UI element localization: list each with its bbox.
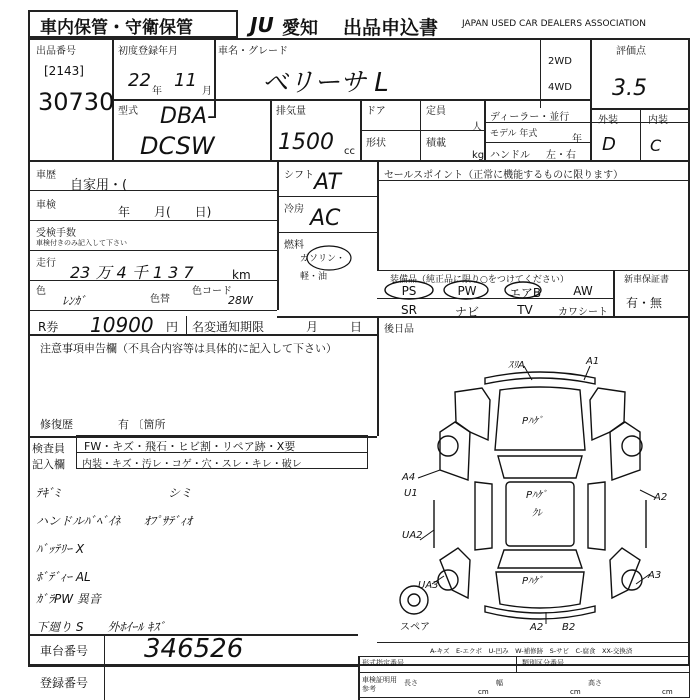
- recycle-ticket-value: 10900: [90, 313, 154, 337]
- recycle-note: 車検付きのみ記入して下さい: [36, 239, 127, 247]
- handle-label: ハンドル: [490, 150, 530, 161]
- year-unit: 年: [152, 86, 162, 97]
- history-value: 自家用・(: [70, 178, 128, 193]
- damage-mark: A3: [648, 570, 662, 581]
- interior-label: 内装: [648, 115, 668, 126]
- fuel-options: ガソリン・軽・油: [300, 254, 346, 282]
- equipment-airbag: エアB: [508, 286, 542, 300]
- exterior-grade: D: [602, 134, 616, 155]
- shift-label: シフト: [284, 170, 314, 181]
- type-label: 型式: [118, 106, 138, 117]
- capacity-label: 定員: [426, 106, 446, 117]
- later-parts-label: 後日品: [384, 324, 414, 335]
- exterior-label: 外装: [598, 115, 618, 126]
- registration-month: 11: [174, 70, 197, 91]
- damage-mark: UA3: [418, 580, 439, 591]
- registration-number-label: 登録番号: [40, 676, 89, 690]
- equipment-tv: TV: [517, 303, 533, 317]
- damage-mark: A2: [530, 622, 544, 633]
- length-unit: cm: [478, 688, 489, 696]
- drive-4wd: 4WD: [548, 82, 572, 93]
- inspector-row-2: 内装・キズ・汚レ・コゲ・穴・スレ・キレ・破レ: [82, 459, 302, 470]
- load-label: 積載: [426, 138, 446, 149]
- cc-unit: cc: [344, 146, 355, 157]
- org-name: 愛知: [282, 18, 318, 39]
- lot-number: 30730: [38, 88, 115, 116]
- repair-history-value: 有 〔箇所: [118, 418, 166, 431]
- inspector-note: ハンドルﾊﾞﾍﾞｲﾈ ｵﾌﾟｻﾃﾞｨｵ: [36, 514, 193, 528]
- warranty-options: 有・無: [626, 296, 663, 310]
- dealer-label: ディーラー・並行: [490, 112, 570, 123]
- ac-label: 冷房: [284, 204, 304, 215]
- color-label: 色: [36, 286, 46, 297]
- height-unit: cm: [662, 688, 673, 696]
- equipment-title: 装備品（純正品に限り○をつけてください）: [390, 275, 569, 285]
- association-name: JAPAN USED CAR DEALERS ASSOCIATION: [462, 19, 646, 29]
- damage-mark: Pﾊｹﾞ: [522, 576, 544, 587]
- width-unit: cm: [570, 688, 581, 696]
- format-number-label: 形式指定番号: [362, 659, 404, 667]
- damage-mark: Pﾊｹﾞ: [522, 416, 544, 427]
- width-label: 幅: [496, 679, 503, 687]
- fuel-label: 燃料: [284, 240, 304, 251]
- inspector-note: ﾃｷﾞﾐ シミ: [36, 486, 193, 500]
- inspector-note: ｶﾞﾗPW 異音: [36, 592, 101, 606]
- damage-mark: UA2: [402, 530, 423, 541]
- spare-label: スペア: [400, 622, 430, 633]
- damage-legend: A-キズ E-エクボ U-凹み W-補修跡 S-サビ C-腐食 XX-交換済: [430, 647, 633, 655]
- deadline-month-unit: 月: [306, 320, 319, 334]
- color-value: ﾚﾝｶﾞ: [62, 294, 87, 308]
- type-value-line1: DBA-: [160, 104, 216, 129]
- inspector-note: 下廻り S 外ﾎｲｰﾙ ｷｽﾞ: [36, 620, 166, 634]
- handle-options: 左・右: [546, 150, 576, 161]
- displacement-label: 排気量: [276, 106, 306, 117]
- damage-mark: A1: [586, 356, 600, 367]
- repair-history-label: 修復歴: [40, 418, 73, 431]
- damage-mark: ｽﾘA: [508, 360, 525, 371]
- damage-mark: B2: [562, 622, 576, 633]
- certificate-label: 車検証明用 参考: [362, 676, 397, 693]
- shape-label: 形状: [366, 138, 386, 149]
- registration-label: 初度登録年月: [118, 46, 178, 57]
- recycle-ticket-label: R券: [38, 320, 59, 334]
- damage-mark: A2: [654, 492, 668, 503]
- equipment-sr: SR: [401, 303, 417, 317]
- damage-mark: U1: [404, 488, 418, 499]
- warranty-label: 新車保証書: [624, 275, 670, 285]
- km-unit: km: [232, 268, 251, 282]
- yen-unit: 円: [166, 320, 179, 334]
- mileage-value: 23 万 4 千 1 3 7: [70, 263, 194, 282]
- name-change-deadline-label: 名変通知期限: [192, 320, 265, 334]
- capacity-unit: 人: [472, 122, 482, 133]
- history-label: 車歴: [36, 170, 56, 181]
- lot-small-number: [2143]: [44, 64, 84, 78]
- registration-year: 22: [128, 70, 151, 91]
- lot-label: 出品番号: [36, 46, 76, 57]
- chassis-label: 車台番号: [40, 644, 89, 658]
- color-code-value: 28W: [228, 294, 253, 307]
- equipment-aw: AW: [573, 284, 593, 298]
- category-number-label: 類別区分番号: [522, 659, 564, 667]
- equipment-pw: PW: [457, 284, 477, 298]
- form-title: 出品申込書: [343, 17, 439, 39]
- load-unit: kg: [472, 150, 485, 161]
- drive-2wd: 2WD: [548, 56, 572, 67]
- inspector-row-1: FW・キズ・飛石・ヒビ割・リペア跡・X要: [84, 440, 296, 453]
- damage-mark: Pﾊｹﾞ: [526, 490, 548, 501]
- equipment-leather-seat: カワシート: [558, 307, 608, 318]
- ac-value: AC: [310, 206, 341, 231]
- inspector-note: ﾊﾞｯﾃﾘｰ X: [36, 542, 85, 556]
- model-value: ベリーサ L: [262, 68, 389, 98]
- height-label: 高さ: [588, 679, 602, 687]
- equipment-ps: PS: [401, 284, 417, 298]
- custody-label: 車内保管・守衛保管: [40, 18, 193, 38]
- month-unit: 月: [202, 86, 212, 97]
- color-code-label: 色コード: [192, 286, 232, 297]
- shift-value: AT: [314, 170, 341, 195]
- inspection-label: 車検: [36, 200, 56, 211]
- type-value-line2: DCSW: [140, 132, 215, 160]
- eval-label: 評価点: [616, 46, 646, 57]
- eval-score: 3.5: [612, 76, 647, 101]
- notes-label: 注意事項申告欄（不具合内容等は具体的に記入して下さい）: [40, 342, 337, 355]
- model-year-unit: 年: [572, 134, 582, 145]
- door-label: ドア: [366, 106, 386, 117]
- recycle-label: 受検手数: [36, 228, 76, 239]
- length-label: 長さ: [404, 679, 418, 687]
- ju-logo: JU: [250, 13, 274, 37]
- damage-mark: A4: [402, 472, 416, 483]
- displacement-value: 1500: [278, 130, 334, 155]
- inspection-value: 年 月( 日): [118, 205, 212, 219]
- model-year-label: モデル 年式: [490, 129, 538, 139]
- damage-mark: ｸﾚ: [532, 508, 542, 519]
- equipment-navi: ナビ: [454, 305, 479, 319]
- interior-grade: C: [650, 136, 662, 155]
- mileage-label: 走行: [36, 258, 56, 269]
- deadline-day-unit: 日: [350, 320, 363, 334]
- inspector-label-1: 検査員: [32, 442, 65, 455]
- color-change-label: 色替: [150, 294, 170, 305]
- inspector-label-2: 記入欄: [32, 458, 65, 471]
- model-label: 車名・グレード: [218, 46, 288, 57]
- inspector-note: ﾎﾞﾃﾞｨｰ AL: [36, 570, 91, 584]
- sales-point-label: セールスポイント（正常に機能するものに限ります）: [384, 170, 624, 181]
- chassis-number: 346526: [144, 634, 244, 664]
